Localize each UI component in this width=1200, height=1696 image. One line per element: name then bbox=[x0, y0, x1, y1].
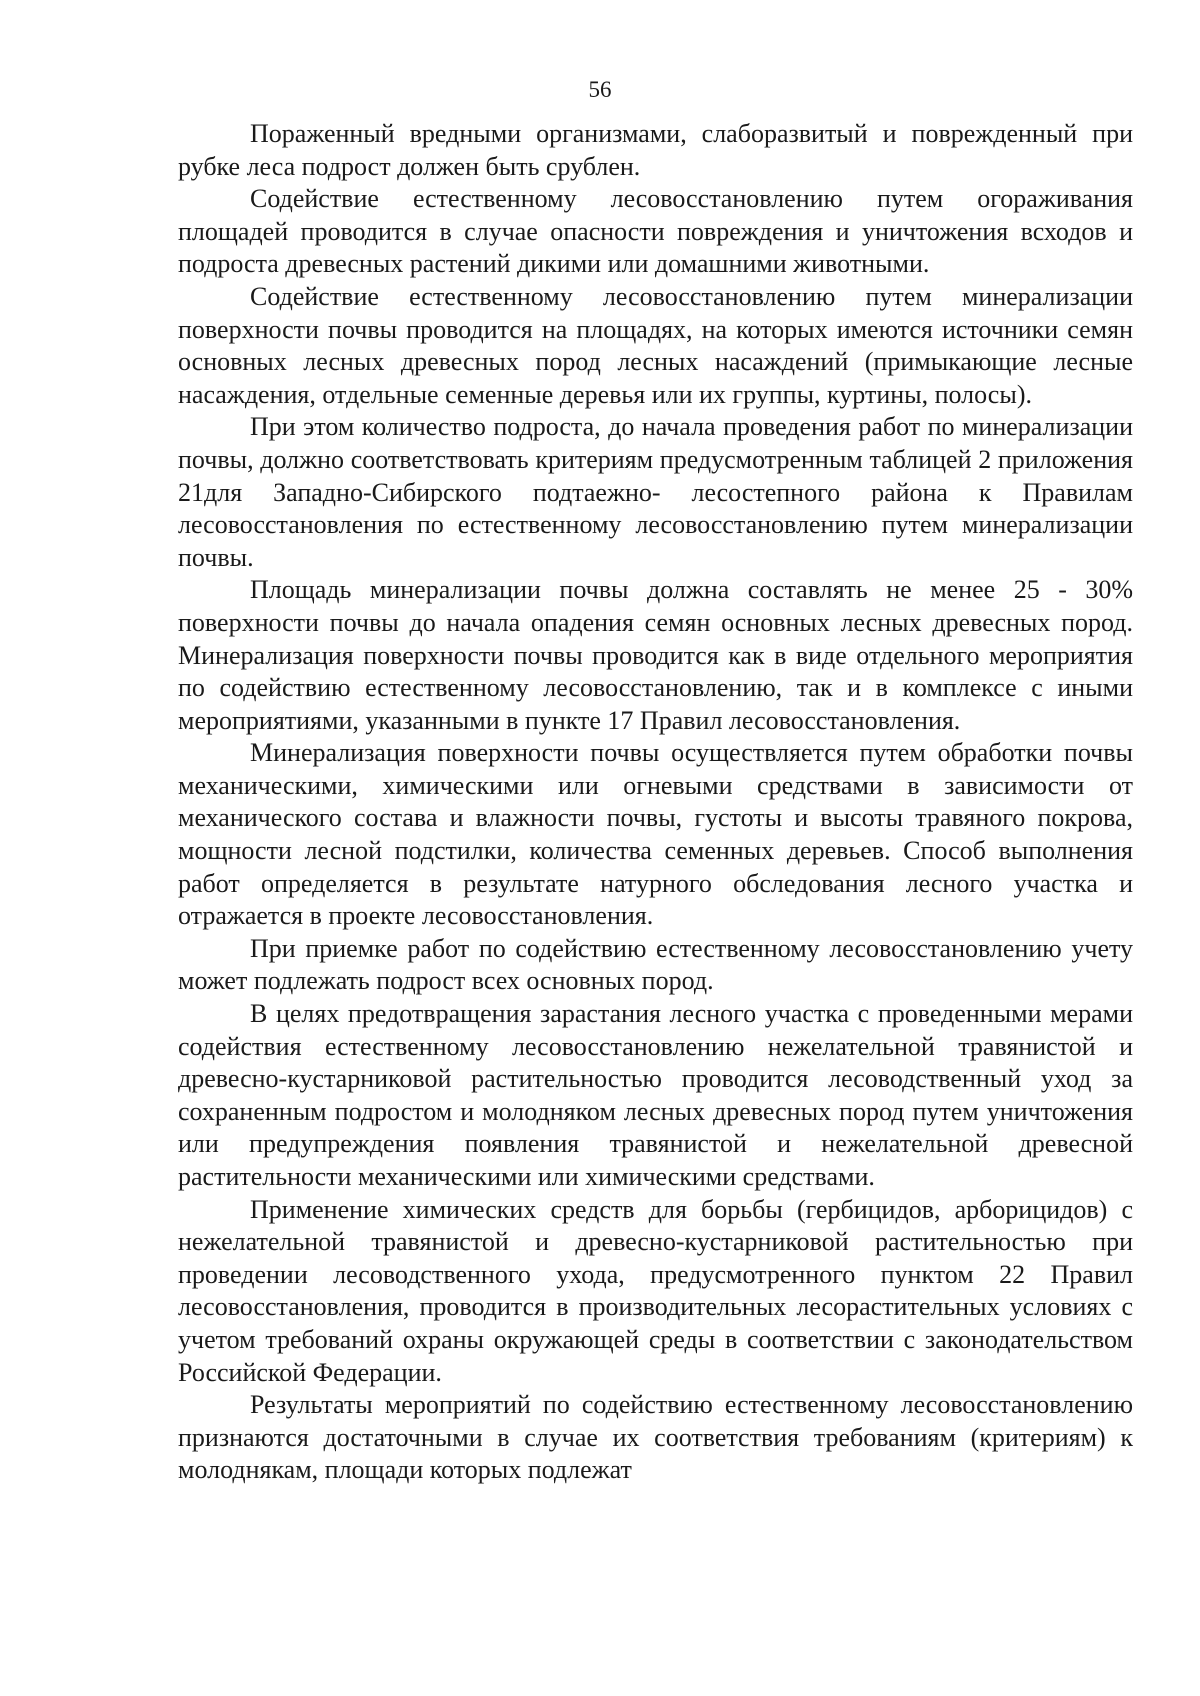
paragraph: Пораженный вредными организмами, слаборазвитый и поврежденный при рубке леса подрост должен быть срублен. bbox=[178, 119, 1133, 181]
paragraph: Результаты мероприятий по содействию естественному лесовосстановлению признаются достаточными в случае их соответствия требованиям (критериям) к молоднякам, площади которых подлежат bbox=[178, 1390, 1133, 1485]
paragraph: В целях предотвращения зарастания лесного участка с проведенными мерами содействия естественному лесовосстановлению нежелательной травянистой и древесно-кустарниковой растительностью проводится лесоводственный уход за сохраненным подростом и молодняком лесных древесных пород путем уничтожения или предупреждения появления травянистой и нежелательной древесной растительности механическими или химическими средствами. bbox=[178, 999, 1133, 1191]
paragraph: Площадь минерализации почвы должна составлять не менее 25 - 30% поверхности почвы до начала опадения семян основных лесных древесных пород. Минерализация поверхности почвы проводится как в виде отдельного мероприятия по содействию естественному лесовосстановлению, так и в комплексе с иными мероприятиями, указанными в пункте 17 Правил лесовосстановления. bbox=[178, 575, 1133, 735]
paragraph: Содействие естественному лесовосстановлению путем минерализации поверхности почвы проводится на площадях, на которых имеются источники семян основных лесных древесных пород лесных насаждений (примыкающие лесные насаждения, отдельные семенные деревья или их группы, куртины, полосы). bbox=[178, 281, 1133, 409]
paragraph: При этом количество подроста, до начала проведения работ по минерализации почвы, должно соответствовать критериям предусмотренным таблицей 2 приложения 21для Западно-Сибирского подтаежно- лесостепного района к Правилам лесовосстановления по естественному лесовосстановлению путем минерализации почвы. bbox=[178, 412, 1133, 572]
page-number: 56 bbox=[588, 77, 612, 102]
paragraph: Минерализация поверхности почвы осуществляется путем обработки почвы механическими, химическими или огневыми средствами в зависимости от механического состава и влажности почвы, густоты и высоты травяного покрова, мощности лесной подстилки, количества семенных деревьев. Способ выполнения работ определяется в результате натурного обследования лесного участка и отражается в проекте лесовосстановления. bbox=[178, 738, 1133, 931]
document-body bbox=[178, 118, 1133, 1487]
paragraph: Содействие естественному лесовосстановлению путем огораживания площадей проводится в случае опасности повреждения и уничтожения всходов и подроста древесных растений дикими или домашними животными. bbox=[178, 184, 1133, 279]
paragraph: Применение химических средств для борьбы (гербицидов, арборицидов) с нежелательной травянистой и древесно-кустарниковой растительностью при проведении лесоводственного ухода, предусмотренного пунктом 22 Правил лесовосстановления, проводится в производительных лесорастительных условиях с учетом требований охраны окружающей среды в соответствии с законодательством Российской Федерации. bbox=[178, 1194, 1133, 1387]
paragraph: При приемке работ по содействию естественному лесовосстановлению учету может подлежать подрост всех основных пород. bbox=[178, 933, 1133, 996]
